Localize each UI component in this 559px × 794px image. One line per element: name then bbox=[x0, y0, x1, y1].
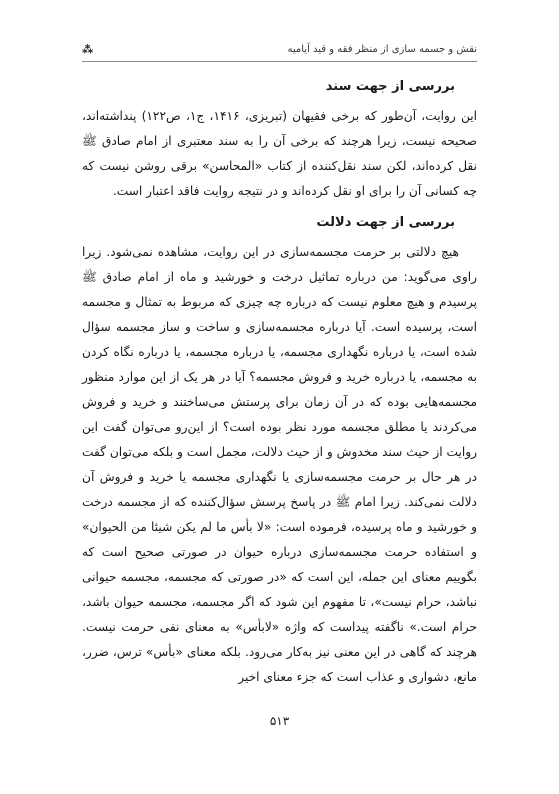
section-heading-dalalat: بررسی از جهت دلالت bbox=[316, 215, 455, 230]
page-mark-icon: ⁂ bbox=[82, 42, 94, 56]
running-title: نقش و جسمه سازی از منظر فقه و قید آیامیه bbox=[287, 43, 477, 55]
running-header bbox=[82, 40, 477, 62]
section-heading-sanad: بررسی از جهت سند bbox=[325, 79, 455, 94]
paragraph-dalalat: هیچ دلالتی بر حرمت مجسمه‌سازی در این روایت، مشاهده نمی‌شود. زیرا راوی می‌گوید: من درباره تماثیل درخت و خورشید و ماه از امام صادق ﷺ پرسیدم و هیچ معلوم نیست که درباره چه چیزی که مربوط به تمثال و مجسمه است، پرسیده است. آیا درباره مجسمه‌سازی و ساخت و ساز مجسمه سؤال شده است، یا درباره نگهداری مجسمه، یا درباره مجسمه، یا درباره نگاه کردن به مجسمه، یا درباره خرید و فروش مجسمه؟ آیا در هر یک از این موارد منظور مجسمه‌هایی بوده که در آن زمان برای پرستش می‌ساختند و خرید و فروش می‌کردند یا مطلق مجسمه مورد نظر بوده است؟ از این‌رو می‌توان گفت این روایت از حیث سند مخدوش و از حیث دلالت، مجمل است و بلکه می‌توان گفت در هر حال بر حرمت مجسمه‌سازی یا نگهداری مجسمه یا خرید و فروش آن دلالت نمی‌کند. زیرا امام ﷺ در پاسخ پرسش سؤال‌کننده که از مجسمه درخت و خورشید و ماه پرسیده، فرموده است: «لا بأس ما لم یکن شیئا من الحیوان» و استفاده حرمت مجسمه‌سازی درباره حیوان در صورتی صحیح است که بگوییم معنای این جمله، این است که «در صورتی که مجسمه، مجسمه حیوانی نباشد، حرام نیست»، تا مفهوم این شود که اگر مجسمه، مجسمه حیوان باشد، حرام است.» ناگفته پیداست که واژه «لابأس» به معنای نفی حرمت نیست. هرچند که گاهی در این معنی نیز به‌کار می‌رود. بلکه معنای «بأس» ترس، ضرر، مانع، دشواری و عذاب است که جزء معنای اخیر bbox=[82, 245, 477, 684]
page-body bbox=[82, 76, 477, 698]
page-number: ۵۱۳ bbox=[269, 714, 290, 728]
paragraph-sanad: این روایت، آن‌طور که برخی فقیهان (تبریزی، ۱۴۱۶، ج۱، ص۱۲۲) پنداشته‌اند، صحیحه نیست، زیرا هرچند که برخی آن را به سند معتبری از امام صادق ﷺ نقل کرده‌اند، لکن سند نقل‌کننده از کتاب «المحاسن» برقی روشن نیست که چه کسانی آن را برای او نقل کرده‌اند و در نتیجه روایت فاقد اعتبار است. bbox=[82, 109, 478, 198]
